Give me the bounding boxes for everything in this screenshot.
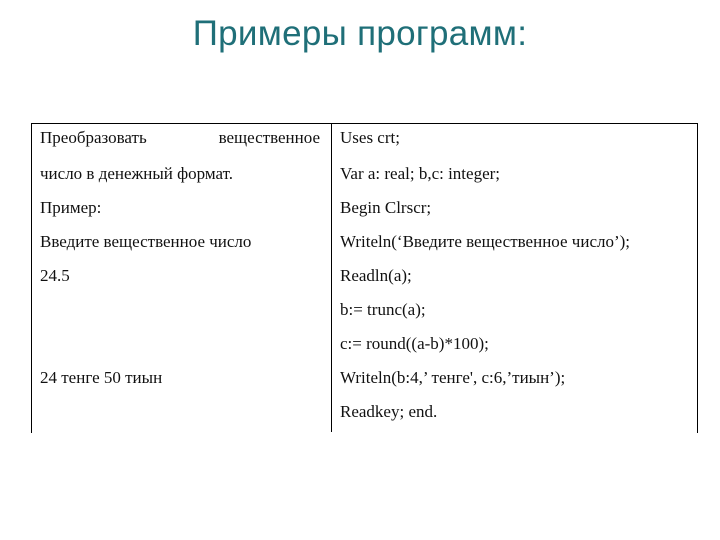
program-example-table — [31, 123, 698, 433]
example-input: 24.5 — [40, 266, 70, 285]
code-line-3: Begin Clrscr; — [340, 198, 432, 217]
example-output: 24 тенге 50 тиын — [40, 368, 163, 387]
code-line-6: b:= trunc(a); — [340, 300, 426, 319]
code-line-5: Readln(a); — [340, 266, 412, 285]
code-line-1: Uses crt; — [340, 128, 400, 147]
task-description-line-2: число в денежный формат. — [40, 164, 234, 183]
code-line-4: Writeln(‘Введите вещественное число’); — [340, 232, 631, 251]
code-line-2: Var a: real; b,c: integer; — [340, 164, 501, 183]
example-prompt: Введите вещественное число — [40, 232, 252, 251]
task-word-convert: Преобразовать — [40, 128, 147, 147]
code-line-9: Readkey; end. — [340, 402, 438, 421]
example-label: Пример: — [40, 198, 102, 217]
slide-title: Примеры программ: — [192, 14, 528, 53]
code-line-7: c:= round((a-b)*100); — [340, 334, 489, 353]
task-word-real: вещественное — [218, 128, 320, 147]
code-line-8: Writeln(b:4,’ тенге', c:6,’тиын’); — [340, 368, 566, 387]
task-description-line-1 — [40, 128, 320, 148]
column-divider — [331, 124, 332, 432]
